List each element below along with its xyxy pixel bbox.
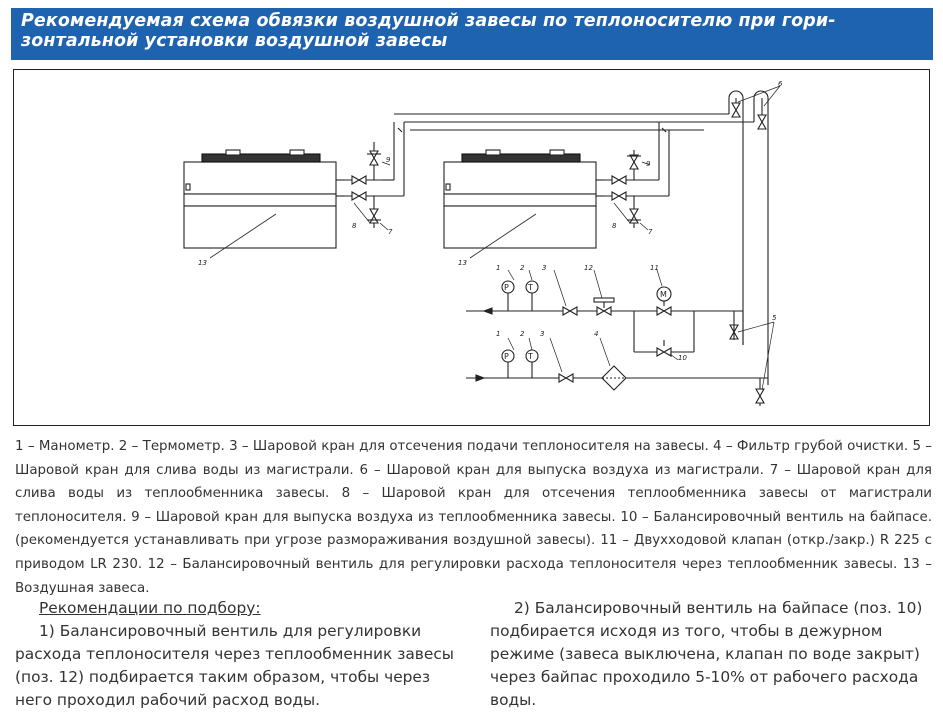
unit-2-valves: [604, 122, 669, 230]
recommendations-heading: Рекомендации по подбору:: [39, 599, 261, 617]
actuator-symbol: M: [660, 290, 667, 299]
thermometer-symbol-top: T: [528, 283, 533, 292]
callout-9-unit-1: 9: [386, 156, 391, 164]
recommendations-left-column: [15, 597, 465, 712]
callout-3-bottom: 3: [540, 330, 545, 338]
callout-11: 11: [650, 264, 659, 272]
title-banner: [11, 8, 933, 60]
drain-valves: [730, 311, 774, 406]
callout-10: 10: [678, 354, 687, 362]
callout-5: 5: [772, 314, 777, 322]
callout-1-bottom: 1: [496, 330, 501, 338]
piping-schematic: [14, 70, 931, 427]
recommendations-right-column: [490, 597, 930, 712]
thermometer-symbol-bottom: T: [528, 352, 533, 361]
supply-line: [466, 338, 768, 390]
recommendation-item-2: 2) Балансировочный вентиль на байпасе (поз. 10) подбирается исходя из того, чтобы в дежурном режиме (завеса выключена, клапан по воде закрыт) через байпас проходило 5-10% от рабочего расхода воды.: [490, 599, 923, 709]
callout-13-unit-1: 13: [198, 259, 207, 267]
manometer-symbol-top: P: [504, 283, 509, 292]
callout-12: 12: [584, 264, 593, 272]
unit-1-valves: [344, 122, 404, 230]
callout-1-top: 1: [496, 264, 501, 272]
page-title-line-2: зонтальной установки воздушной завесы: [21, 31, 448, 51]
legend-text: 1 – Манометр. 2 – Термометр. 3 – Шаровой кран для отсечения подачи теплоносителя на завесы. 4 – Фильтр грубой очистки. 5 – Шаровой кран для слива воды из магистрали. 6 – Шаровой кран для выпуска воздуха из магистрали. 7 – Шаровой кран для слива воды из теплообменника завесы. 8 – Шаровой кран для отсечения теплообменника завесы от магистрали теплоносителя. 9 – Шаровой кран для выпуска воздуха из теплообменника завесы. 10 – Балансировочный вентиль на байпасе. (рекомендуется устанавливать при угрозе размораживания воздушной завесы). 11 – Двухходовой клапан (откр./закр.) R 225 с приводом LR 230. 12 – Балансировочный вентиль для регулировки расхода теплоносителя через теплообменник завесы. 13 – Воздушная завеса.: [15, 439, 932, 596]
piping-diagram: [13, 69, 930, 426]
callout-7-unit-2: 7: [648, 228, 653, 236]
callout-2-top: 2: [520, 264, 525, 272]
callout-8-unit-1: 8: [352, 222, 357, 230]
callout-9-unit-2: 9: [646, 160, 651, 168]
callout-13-unit-2: 13: [458, 259, 467, 267]
page-title-line-1: Рекомендуемая схема обвязки воздушной завесы по теплоносителю при гори-: [21, 11, 836, 31]
manometer-symbol-bottom: P: [504, 352, 509, 361]
callout-3-top: 3: [542, 264, 547, 272]
air-curtain-unit-1: [184, 150, 344, 258]
callout-6: 6: [778, 80, 783, 88]
callout-4: 4: [594, 330, 599, 338]
callout-7-unit-1: 7: [388, 228, 393, 236]
callout-2-bottom: 2: [520, 330, 525, 338]
recommendation-item-1: 1) Балансировочный вентиль для регулировки расхода теплоносителя через теплообменник завесы (поз. 12) подбирается таким образом, чтобы через него проходил рабочий расход воды.: [15, 622, 454, 709]
callout-8-unit-2: 8: [612, 222, 617, 230]
air-curtain-unit-2: [444, 150, 604, 258]
